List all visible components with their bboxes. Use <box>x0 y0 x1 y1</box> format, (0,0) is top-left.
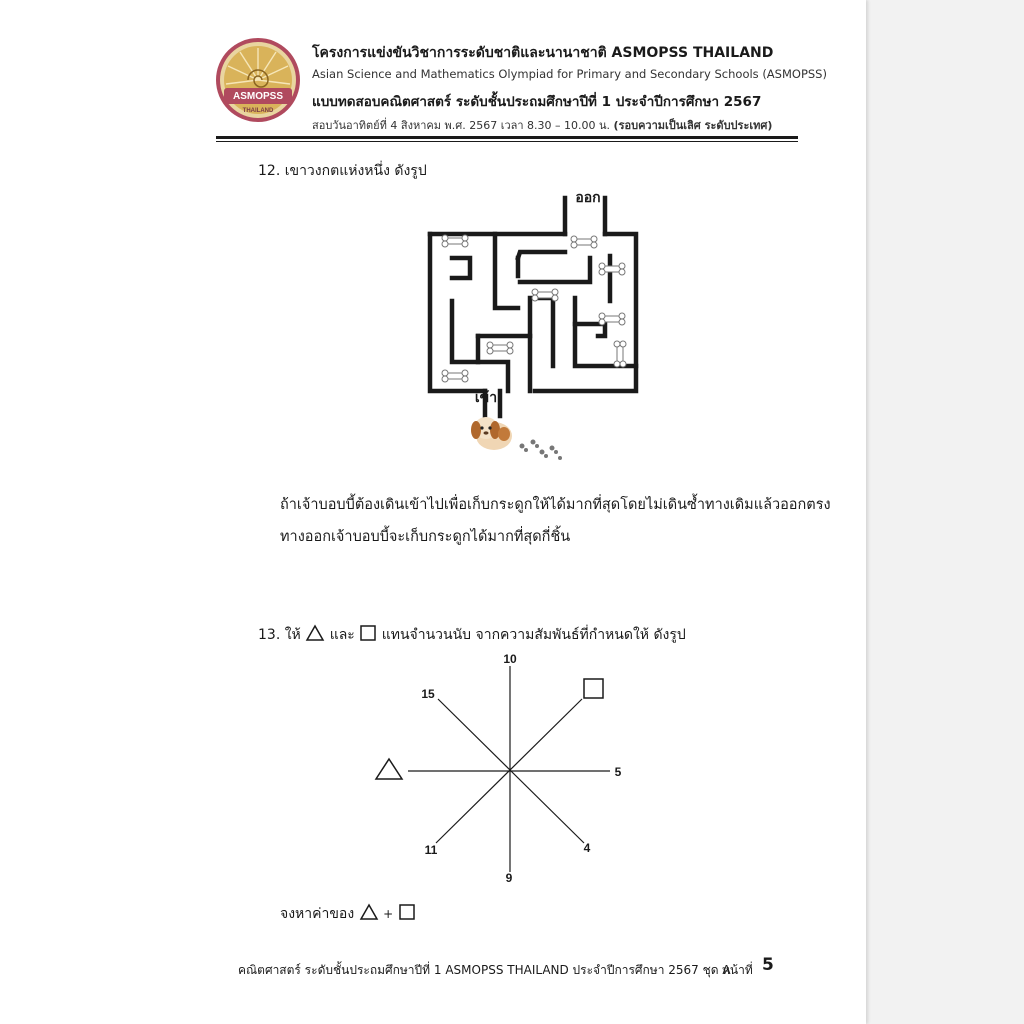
bone-icon <box>487 342 513 354</box>
triangle-icon <box>359 903 379 921</box>
number-bottom-left: 11 <box>424 843 438 857</box>
header-title-english: Asian Science and Mathematics Olympiad for Primary and Secondary Schools (ASMOPSS) <box>312 67 827 81</box>
exam-title: แบบทดสอบคณิตศาสตร์ ระดับชั้นประถมศึกษาปีที่ 1 ประจำปีการศึกษา 2567 <box>312 94 762 110</box>
exam-round: (รอบความเป็นเลิศ ระดับประเทศ) <box>613 119 773 132</box>
square-box <box>584 679 603 698</box>
number-right: 5 <box>614 765 622 779</box>
maze-entrance-label: เข้า <box>474 389 498 405</box>
maze-walls <box>430 198 636 416</box>
triangle-icon <box>305 624 325 642</box>
star-diagram <box>360 648 650 888</box>
exam-date: สอบวันอาทิตย์ที่ 4 สิงหาคม พ.ศ. 2567 เวลา 8.30 – 10.00 น. <box>312 119 611 132</box>
header-title-thai: โครงการแข่งขันวิชาการระดับชาติและนานาชาติ ASMOPSS THAILAND <box>312 45 774 61</box>
exam-date-line <box>312 116 772 134</box>
header-rule <box>216 136 798 139</box>
number-bottom-right: 4 <box>583 841 591 855</box>
puppy-icon <box>471 417 512 450</box>
logo-text: ASMOPSS <box>232 91 284 102</box>
logo-subtext: THAILAND <box>242 108 274 114</box>
header-rule-thin <box>216 141 798 142</box>
triangle-box <box>376 759 402 779</box>
bone-icon <box>599 313 625 325</box>
number-top-left: 15 <box>421 687 435 701</box>
q13-and: และ <box>329 627 355 643</box>
number-top: 10 <box>503 652 517 666</box>
asmopss-logo <box>214 36 302 124</box>
bone-icon <box>442 235 468 247</box>
footer-text: คณิตศาสตร์ ระดับชั้นประถมศึกษาปีที่ 1 ASMOPSS THAILAND ประจำปีการศึกษา 2567 ชุด A <box>238 963 731 977</box>
question-12-text-line-2: ทางออกเจ้าบอบบี้จะเก็บกระดูกได้มากที่สุดกี่ชิ้น <box>280 529 571 545</box>
q13-find-label: จงหาค่าของ <box>280 906 355 922</box>
plus-sign: + <box>383 907 394 921</box>
question-13-label <box>258 624 686 646</box>
square-icon <box>398 903 416 921</box>
maze-exit-label: ออก <box>575 189 601 205</box>
bone-icon <box>571 236 597 248</box>
bone-icon <box>614 341 626 367</box>
page-number: 5 <box>762 955 774 975</box>
question-12-label: 12. เขาวงกตแห่งหนึ่ง ดังรูป <box>258 163 427 179</box>
question-13-find <box>280 903 416 925</box>
bone-icon <box>442 370 468 382</box>
number-bottom: 9 <box>505 871 513 885</box>
q13-prefix: 13. ให้ <box>258 627 301 643</box>
paw-prints-icon <box>520 440 563 461</box>
square-icon <box>359 624 377 642</box>
maze-figure <box>400 176 660 466</box>
question-12-text-line-1: ถ้าเจ้าบอบบี้ต้องเดินเข้าไปเพื่อเก็บกระดูกให้ได้มากที่สุดโดยไม่เดินซ้ำทางเดิมแล้วออกตรง <box>280 497 831 513</box>
q13-suffix: แทนจำนวนนับ จากความสัมพันธ์ที่กำหนดให้ ดังรูป <box>381 627 686 643</box>
page-label: หน้าที่ <box>722 963 753 977</box>
